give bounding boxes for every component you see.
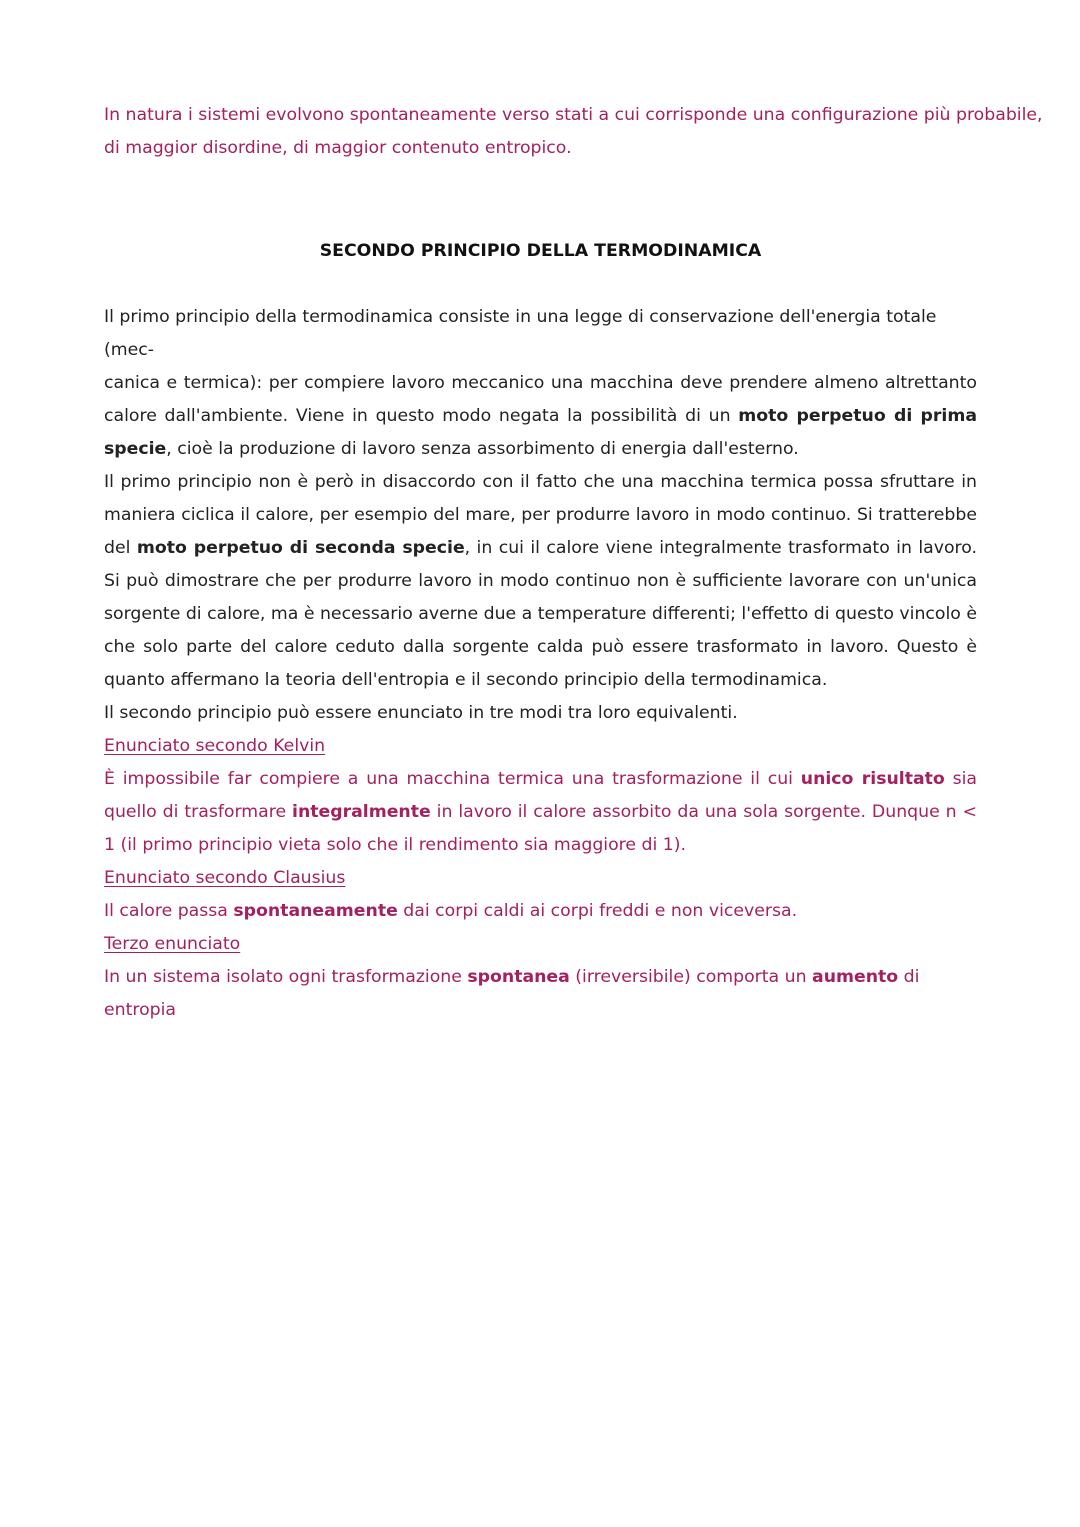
bold-term: integralmente	[292, 802, 431, 822]
bold-term: unico risultato	[800, 769, 945, 789]
intro-paragraph	[104, 99, 1043, 165]
text-run: (irreversibile) comporta un	[569, 967, 813, 987]
clausius-statement	[104, 895, 977, 928]
text-run: In un sistema isolato ogni trasformazione	[104, 967, 468, 987]
third-heading: Terzo enunciato	[104, 934, 241, 954]
bold-term: spontaneamente	[233, 901, 398, 921]
kelvin-statement	[104, 763, 977, 862]
paragraph-three-statements: Il secondo principio può essere enunciato in tre modi tra loro equivalenti.	[104, 703, 738, 723]
intro-line-2: di maggior disordine, di maggior contenuto entropico.	[104, 138, 572, 158]
text-run: , cioè la produzione di lavoro senza assorbimento di energia dall'esterno.	[166, 439, 799, 459]
paragraph-first-line: Il primo principio della termodinamica consiste in una legge di conservazione dell'energia totale (mec-	[104, 307, 937, 360]
text-run: , in cui il calore viene integralmente trasformato in lavoro. Si può dimostrare che per produrre lavoro in modo continuo non è sufficiente lavorare con un'unica sorgente di calore, ma è necessario averne due a temperature differenti; l'effetto di questo vincolo è che solo parte del calore ceduto dalla sorgente calda può essere trasformato in lavoro. Questo è quanto affermano la teoria dell'entropia e il secondo principio della termodinamica.	[104, 538, 978, 690]
text-run: di entropia	[104, 967, 920, 1020]
paragraph-first-principle	[104, 301, 977, 466]
text-run: in lavoro il calore assorbito da una sola sorgente. Dunque n < 1 (il primo principio vieta solo che il rendimento sia maggiore di 1).	[104, 802, 977, 855]
bold-term: moto perpetuo di seconda specie	[136, 538, 465, 558]
paragraph-second-principle	[104, 466, 977, 697]
text-run: canica e termica): per compiere lavoro meccanico una macchina deve prendere almeno altrettanto calore dall'ambiente. Viene in questo modo negata la possibilità di un	[104, 373, 977, 426]
intro-line-1: In natura i sistemi evolvono spontaneamente verso stati a cui corrisponde una configurazione più probabile,	[104, 105, 1043, 125]
third-statement	[104, 961, 977, 1027]
section-heading: SECONDO PRINCIPIO DELLA TERMODINAMICA	[319, 241, 762, 261]
text-run: Il primo principio non è però in disaccordo con il fatto che una macchina termica possa sfruttare in maniera ciclica il calore, per esempio del mare, per produrre lavoro in modo continuo. Si tratterebbe del	[104, 472, 977, 558]
paragraph-first-body	[104, 367, 977, 466]
bold-term: aumento	[812, 967, 899, 987]
bold-term: spontanea	[467, 967, 570, 987]
text-run: dai corpi caldi ai corpi freddi e non viceversa.	[397, 901, 798, 921]
kelvin-heading: Enunciato secondo Kelvin	[104, 736, 326, 756]
text-run: sia quello di trasformare	[104, 769, 977, 822]
bold-term: moto perpetuo di prima specie	[104, 406, 977, 459]
clausius-heading: Enunciato secondo Clausius	[104, 868, 346, 888]
document-page	[104, 99, 1043, 1027]
text-run: È impossibile far compiere a una macchina termica una trasformazione il cui	[104, 769, 801, 789]
text-run: Il calore passa	[104, 901, 234, 921]
